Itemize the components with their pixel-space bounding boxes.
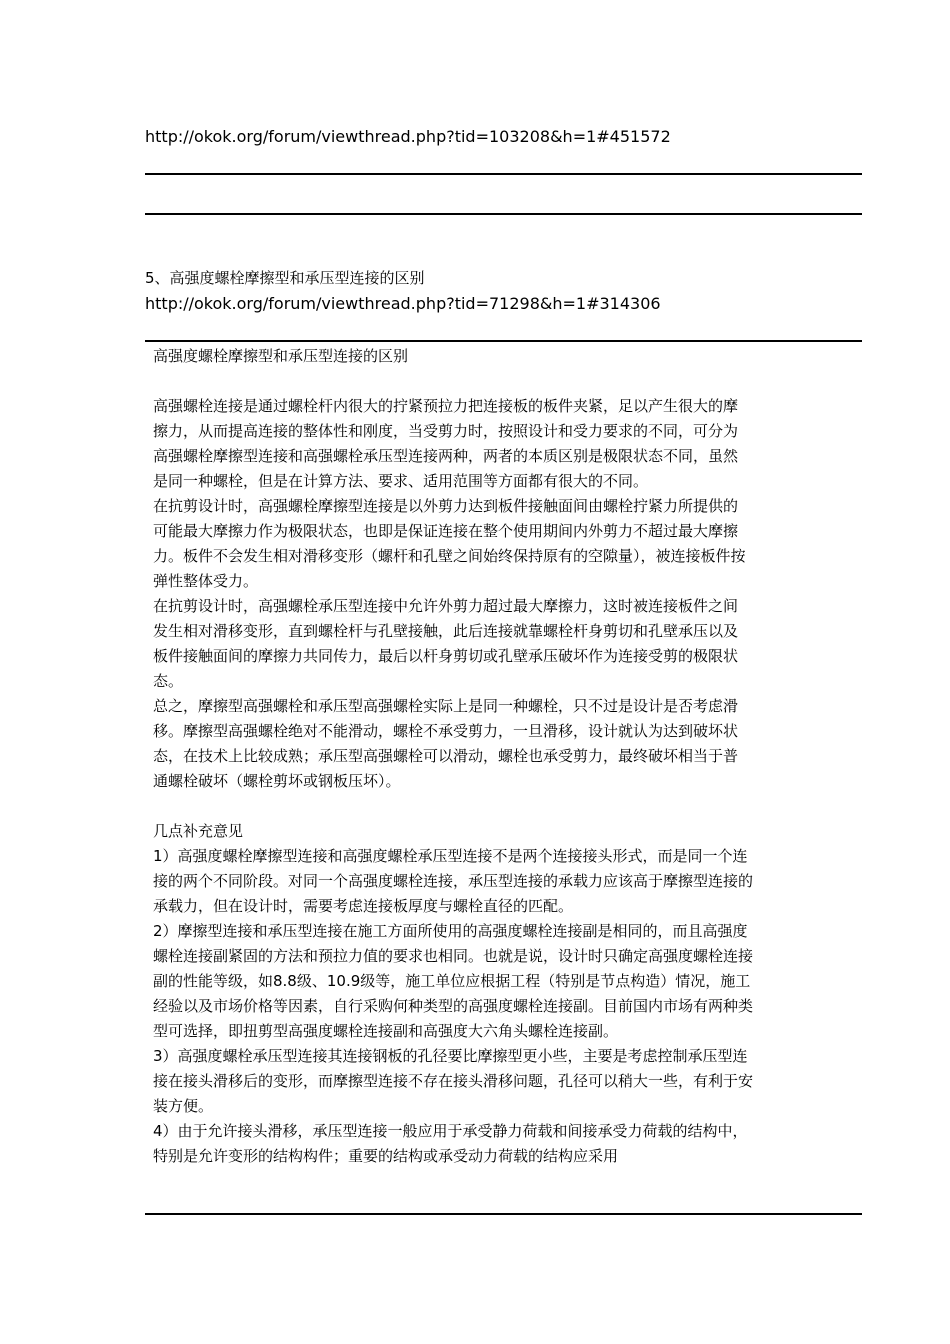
article-title: 高强度螺栓摩擦型和承压型连接的区别 (153, 347, 409, 365)
divider-3 (145, 340, 862, 342)
source-url-1[interactable]: http://okok.org/forum/viewthread.php?tid=103208&h=1#451572 (145, 127, 671, 146)
paragraph: 在抗剪设计时，高强螺栓承压型连接中允许外剪力超过最大摩擦力，这时被连接板件之间发生相对滑移变形，直到螺栓杆与孔壁接触，此后连接就靠螺栓杆身剪切和孔壁承压以及板件接触面间的摩擦力共同传力，最后以杆身剪切或孔壁承压破坏作为连接受剪的极限状态。 (153, 597, 739, 690)
divider-2 (145, 213, 862, 215)
article-body (153, 394, 751, 794)
source-url-2[interactable]: http://okok.org/forum/viewthread.php?tid=71298&h=1#314306 (145, 294, 661, 313)
section-heading: 5、高强度螺栓摩擦型和承压型连接的区别 (145, 269, 425, 287)
supplement-block (153, 819, 753, 1169)
paragraph: 总之，摩擦型高强螺栓和承压型高强螺栓实际上是同一种螺栓，只不过是设计是否考虑滑移。摩擦型高强螺栓绝对不能滑动，螺栓不承受剪力，一旦滑移，设计就认为达到破坏状态，在技术上比较成熟；承压型高强螺栓可以滑动，螺栓也承受剪力，最终破坏相当于普通螺栓破坏（螺栓剪坏或钢板压坏）。 (153, 697, 739, 790)
list-item: 1）高强度螺栓摩擦型连接和高强度螺栓承压型连接不是两个连接接头形式，而是同一个连接的两个不同阶段。对同一个高强度螺栓连接，承压型连接的承载力应该高于摩擦型连接的承载力，但在设计时，需要考虑连接板厚度与螺栓直径的匹配。 (153, 847, 754, 915)
supplement-heading: 几点补充意见 (153, 822, 244, 840)
list-item: 4）由于允许接头滑移，承压型连接一般应用于承受静力荷载和间接承受力荷载的结构中，特别是允许变形的结构构件；重要的结构或承受动力荷载的结构应采用 (153, 1122, 748, 1165)
divider-4 (145, 1213, 862, 1215)
list-item: 2）摩擦型连接和承压型连接在施工方面所使用的高强度螺栓连接副是相同的，而且高强度螺栓连接副紧固的方法和预拉力值的要求也相同。也就是说，设计时只确定高强度螺栓连接副的性能等级，如8.8级、10.9级等，施工单位应根据工程（特别是节点构造）情况，施工经验以及市场价格等因素，自行采购何种类型的高强度螺栓连接副。目前国内市场有两种类型可选择，即扭剪型高强度螺栓连接副和高强度大六角头螺栓连接副。 (153, 922, 754, 1040)
paragraph: 高强螺栓连接是通过螺栓杆内很大的拧紧预拉力把连接板的板件夹紧，足以产生很大的摩擦力，从而提高连接的整体性和刚度，当受剪力时，按照设计和受力要求的不同，可分为高强螺栓摩擦型连接和高强螺栓承压型连接两种，两者的本质区别是极限状态不同，虽然是同一种螺栓，但是在计算方法、要求、适用范围等方面都有很大的不同。 (153, 397, 739, 490)
divider-1 (145, 173, 862, 175)
list-item: 3）高强度螺栓承压型连接其连接钢板的孔径要比摩擦型更小些，主要是考虑控制承压型连接在接头滑移后的变形，而摩擦型连接不存在接头滑移问题，孔径可以稍大一些，有利于安装方便。 (153, 1047, 754, 1115)
paragraph: 在抗剪设计时，高强螺栓摩擦型连接是以外剪力达到板件接触面间由螺栓拧紧力所提供的可能最大摩擦力作为极限状态，也即是保证连接在整个使用期间内外剪力不超过最大摩擦力。板件不会发生相对滑移变形（螺杆和孔壁之间始终保持原有的空隙量），被连接板件按弹性整体受力。 (153, 497, 746, 590)
